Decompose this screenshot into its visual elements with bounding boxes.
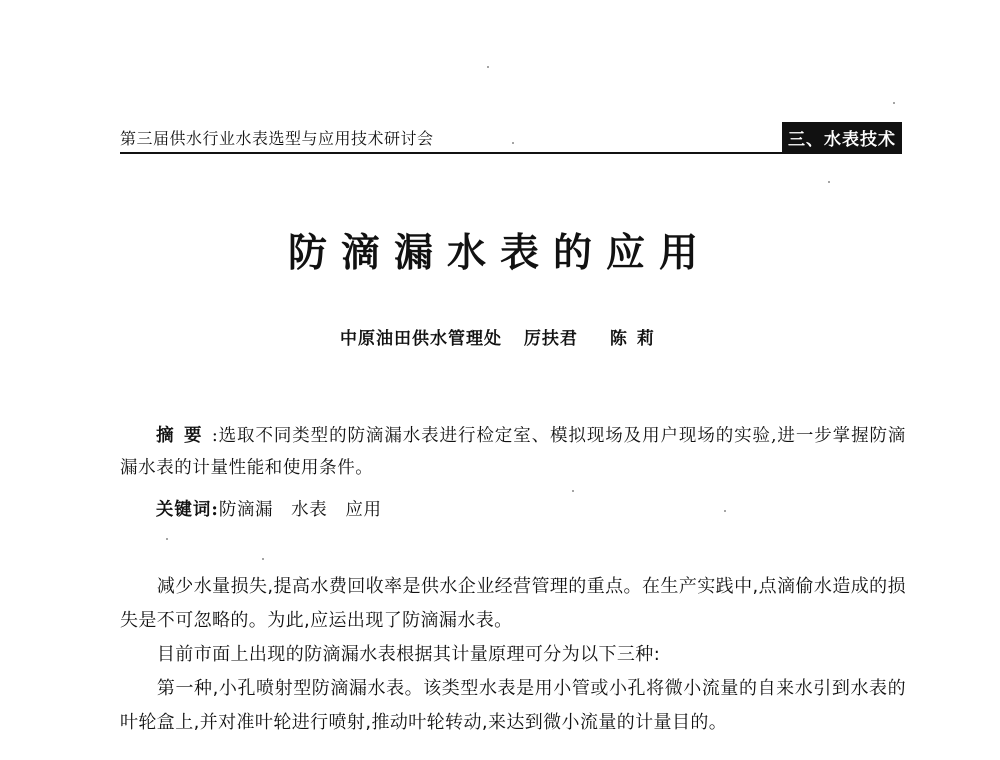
article-title: 防滴漏水表的应用 [287, 231, 712, 276]
keywords-label: 关键词: [155, 500, 219, 520]
running-header [120, 120, 902, 154]
byline [340, 324, 664, 349]
scan-speck [166, 538, 168, 540]
section-badge: 三、水表技术 [782, 122, 902, 153]
scan-speck [487, 66, 489, 68]
scan-speck [828, 181, 830, 183]
keywords [120, 494, 906, 526]
abstract-label: 摘要 [155, 426, 212, 446]
author-name: 陈莉 [609, 329, 664, 349]
conference-name: 第三届供水行业水表选型与应用技术研讨会 [120, 129, 434, 148]
abstract-text: :选取不同类型的防滴漏水表进行检定室、模拟现场及用户现场的实验,进一步掌握防滴漏水表的计量性能和使用条件。 [120, 426, 906, 478]
body-paragraph: 第一种,小孔喷射型防滴漏水表。该类型水表是用小管或小孔将微小流量的自来水引到水表的叶轮盒上,并对准叶轮进行喷射,推动叶轮转动,来达到微小流量的计量目的。 [120, 678, 906, 733]
body-paragraph: 减少水量损失,提高水费回收率是供水企业经营管理的重点。在生产实践中,点滴偷水造成的损失是不可忽略的。为此,应运出现了防滴漏水表。 [120, 576, 906, 631]
scan-speck [893, 102, 895, 104]
scan-speck [724, 510, 726, 512]
body-paragraph: 目前市面上出现的防滴漏水表根据其计量原理可分为以下三种: [156, 644, 661, 665]
scan-speck [512, 142, 514, 144]
keyword: 应用 [345, 500, 382, 520]
abstract [120, 420, 906, 484]
scan-speck [262, 558, 264, 560]
scan-speck [572, 490, 574, 492]
keyword: 水表 [291, 500, 328, 520]
keyword: 防滴漏 [218, 500, 274, 520]
author-name: 厉扶君 [523, 329, 578, 349]
body-text [120, 570, 906, 740]
author-organization: 中原油田供水管理处 [340, 329, 502, 349]
